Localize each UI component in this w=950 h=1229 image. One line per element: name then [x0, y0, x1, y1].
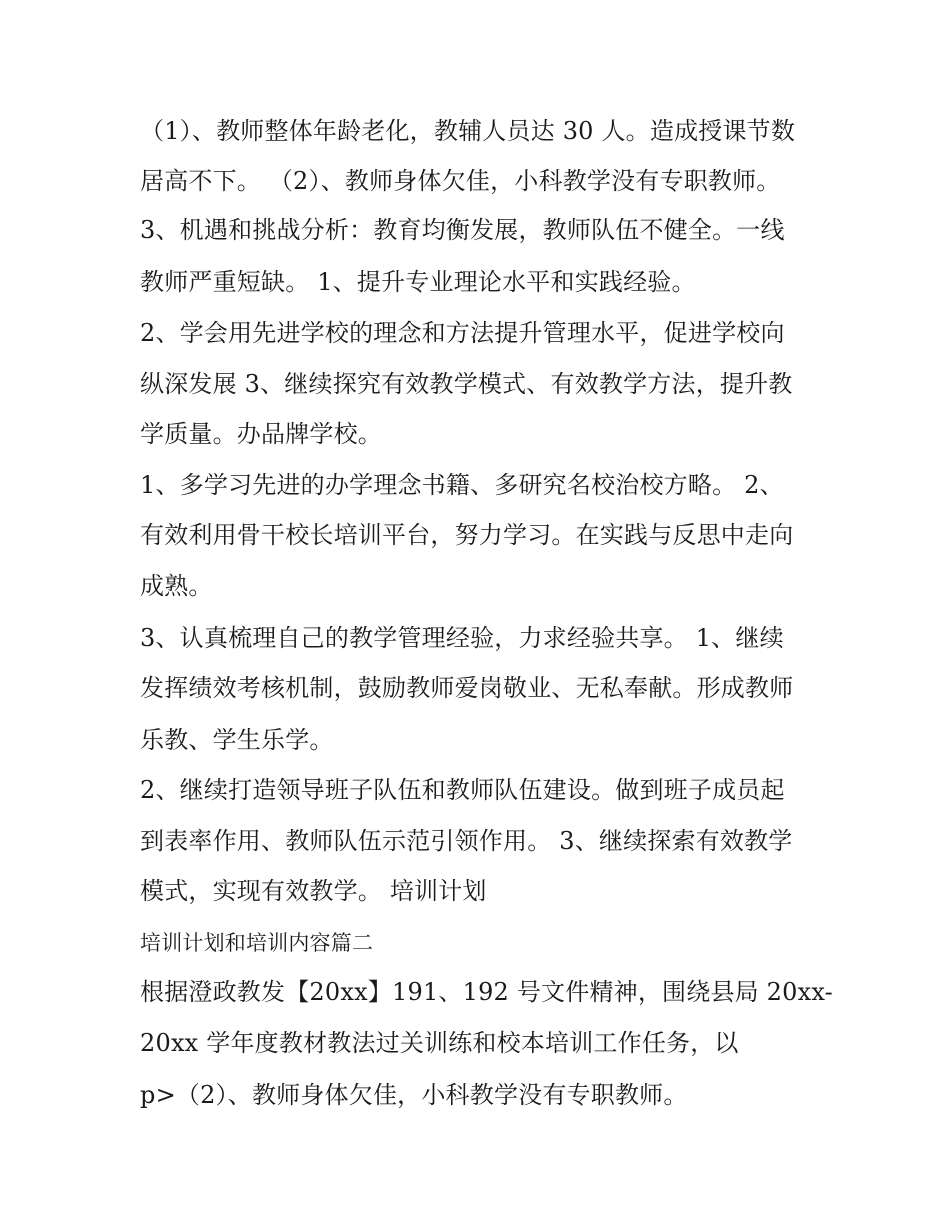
- text-line-20: p>（2）、教师身体欠佳，小科教学没有专职教师。: [140, 1081, 688, 1109]
- text-line-16: 模式，实现有效教学。 培训计划: [140, 877, 487, 905]
- text-line-15: 到表率作用、教师队伍示范引领作用。 3、继续探索有效教学: [140, 827, 793, 855]
- text-line-7: 学质量。办品牌学校。: [140, 420, 382, 448]
- text-line-12: 发挥绩效考核机制，鼓励教师爱岗敬业、无私奉献。形成教师: [140, 674, 794, 702]
- text-line-19: 20xx 学年度教材教法过关训练和校本培训工作任务，以: [140, 1029, 739, 1057]
- text-line-1: （1）、教师整体年龄老化，教辅人员达 30 人。造成授课节数: [140, 117, 796, 145]
- text-line-4: 教师严重短缺。 1、提升专业理论水平和实践经验。: [140, 268, 696, 296]
- text-line-9: 有效利用骨干校长培训平台，努力学习。在实践与反思中走向: [140, 521, 794, 549]
- text-line-6: 纵深发展 3、继续探究有效教学模式、有效教学方法，提升教: [140, 370, 793, 398]
- text-line-3: 3、机遇和挑战分析：教育均衡发展，教师队伍不健全。一线: [140, 216, 785, 244]
- section-heading: 培训计划和培训内容篇二: [140, 931, 374, 955]
- text-line-8: 1、多学习先进的办学理念书籍、多研究名校治校方略。 2、: [140, 471, 784, 499]
- text-line-11: 3、认真梳理自己的教学管理经验，力求经验共享。 1、继续: [140, 624, 784, 652]
- text-line-18: 根据澄政教发【20xx】191、192 号文件精神，围绕县局 20xx-: [140, 978, 833, 1006]
- text-line-14: 2、继续打造领导班子队伍和教师队伍建设。做到班子成员起: [140, 776, 785, 804]
- text-line-13: 乐教、学生乐学。: [140, 726, 334, 754]
- text-line-10: 成熟。: [140, 572, 213, 600]
- text-line-2: 居高不下。 （2）、教师身体欠佳，小科教学没有专职教师。: [140, 167, 781, 195]
- text-line-5: 2、学会用先进学校的理念和方法提升管理水平，促进学校向: [140, 319, 785, 347]
